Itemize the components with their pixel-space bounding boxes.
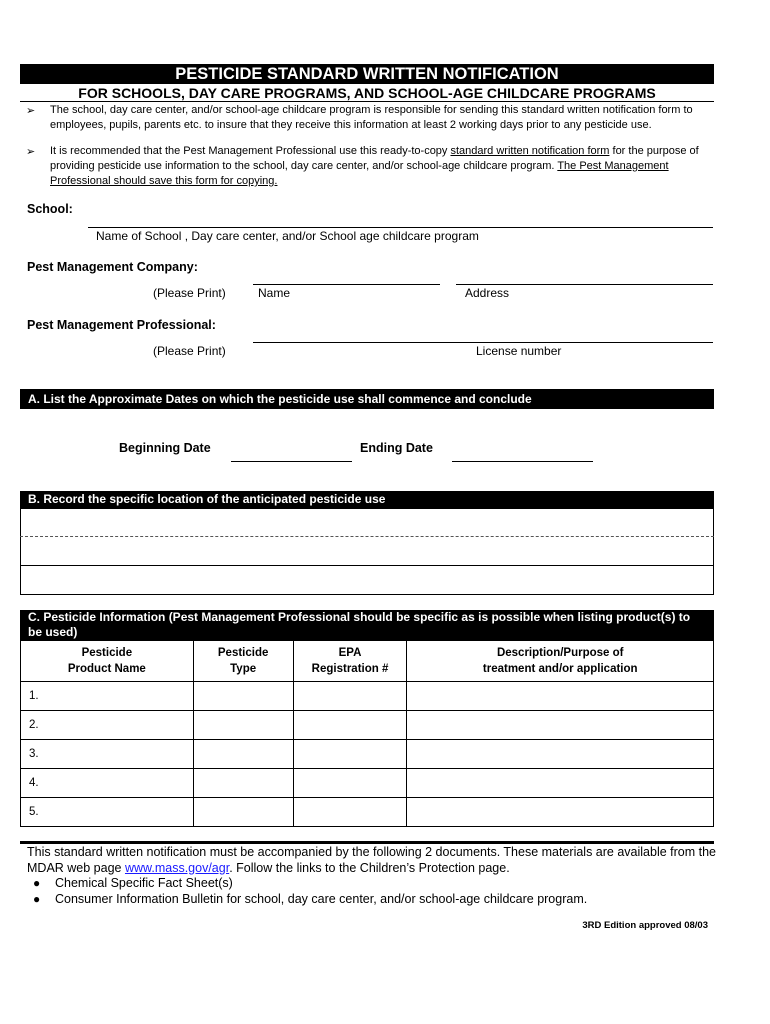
footer-item: Chemical Specific Fact Sheet(s) xyxy=(55,876,233,890)
location-box xyxy=(20,508,714,595)
form-subtitle: FOR SCHOOLS, DAY CARE PROGRAMS, AND SCHOOL-AGE CHILDCARE PROGRAMS xyxy=(78,85,656,101)
epa-cell[interactable] xyxy=(293,711,407,740)
company-print-note: (Please Print) xyxy=(153,286,226,300)
standard-form-link: standard written notification form xyxy=(450,145,610,157)
footer-text-a: This standard written notification must be accompanied by the following 2 documents. These materials are available from the MDAR web page xyxy=(27,845,717,875)
row-number[interactable]: 2. xyxy=(21,711,194,740)
type-cell[interactable] xyxy=(193,740,293,769)
col-epa-header: EPA Registration # xyxy=(293,641,407,682)
professional-label: Pest Management Professional: xyxy=(27,318,216,332)
mdar-web-link[interactable]: www.mass.gov/agr xyxy=(124,860,230,875)
section-b-header: B. Record the specific location of the anticipated pesticide use xyxy=(20,491,714,508)
table-row xyxy=(21,798,714,827)
arrow-bullet-icon: ➢ xyxy=(26,146,36,158)
pesticide-table xyxy=(20,640,714,827)
section-c-header: C. Pesticide Information (Pest Management Professional should be specific as is possible when listing product(s) to be used) xyxy=(20,610,714,640)
ending-date-label: Ending Date xyxy=(360,441,433,455)
edition-note: 3RD Edition approved 08/03 xyxy=(582,920,708,931)
company-label: Pest Management Company: xyxy=(27,260,198,274)
school-name-field[interactable] xyxy=(88,227,713,228)
table-header-row xyxy=(21,641,714,682)
section-a-header: A. List the Approximate Dates on which the pesticide use shall commence and conclude xyxy=(20,389,714,409)
footer-text-b: . Follow the links to the Children’s Protection page. xyxy=(229,860,510,875)
description-cell[interactable] xyxy=(407,798,714,827)
location-line-1[interactable] xyxy=(20,536,714,537)
footer-text xyxy=(27,845,717,876)
description-cell[interactable] xyxy=(407,740,714,769)
col-product-name-header: Pesticide Product Name xyxy=(21,641,194,682)
company-name-field[interactable] xyxy=(253,284,440,285)
table-row xyxy=(21,769,714,798)
intro-bullet-2-text: It is recommended that the Pest Management Professional use this ready-to-copy xyxy=(50,145,451,157)
subtitle-rule xyxy=(20,101,714,102)
row-number[interactable]: 4. xyxy=(21,769,194,798)
arrow-bullet-icon: ➢ xyxy=(26,105,36,117)
footer-rule xyxy=(20,841,714,844)
description-cell[interactable] xyxy=(407,711,714,740)
row-number[interactable]: 1. xyxy=(21,682,194,711)
row-number[interactable]: 3. xyxy=(21,740,194,769)
col-description-header: Description/Purpose of treatment and/or application xyxy=(407,641,714,682)
col-type-header: Pesticide Type xyxy=(193,641,293,682)
company-address-caption: Address xyxy=(465,286,510,300)
beginning-date-field[interactable] xyxy=(231,461,352,462)
company-address-field[interactable] xyxy=(456,284,713,285)
bullet-dot-icon: ● xyxy=(33,892,41,906)
form-title: PESTICIDE STANDARD WRITTEN NOTIFICATION xyxy=(20,64,714,84)
school-label: School: xyxy=(27,202,73,216)
ending-date-field[interactable] xyxy=(452,461,593,462)
beginning-date-label: Beginning Date xyxy=(119,441,211,455)
description-cell[interactable] xyxy=(407,769,714,798)
type-cell[interactable] xyxy=(193,711,293,740)
description-cell[interactable] xyxy=(407,682,714,711)
intro-bullet-1: The school, day care center, and/or school-age childcare program is responsible for sending this standard written notification form to employees, pupils, parents etc. to insure that they receive this information at least 2 working days prior to any pesticide use. xyxy=(50,104,693,131)
row-number[interactable]: 5. xyxy=(21,798,194,827)
school-caption: Name of School , Day care center, and/or School age childcare program xyxy=(96,229,479,243)
intro-bullet-2 xyxy=(50,144,712,189)
type-cell[interactable] xyxy=(193,769,293,798)
intro-bullet-2-save-note: The Pest Management Professional should save this form for copying. xyxy=(50,160,669,187)
epa-cell[interactable] xyxy=(293,769,407,798)
epa-cell[interactable] xyxy=(293,740,407,769)
table-row xyxy=(21,711,714,740)
type-cell[interactable] xyxy=(193,798,293,827)
table-row xyxy=(21,682,714,711)
type-cell[interactable] xyxy=(193,682,293,711)
epa-cell[interactable] xyxy=(293,798,407,827)
footer-item: Consumer Information Bulletin for school, day care center, and/or school-age childcare program. xyxy=(55,892,588,906)
location-line-2[interactable] xyxy=(20,565,714,566)
bullet-dot-icon: ● xyxy=(33,876,41,890)
epa-cell[interactable] xyxy=(293,682,407,711)
intro-bullet-2-text-b: for the purpose of providing pesticide use information to the school, day care center, and/or school-age childcare program. xyxy=(50,145,699,172)
table-row xyxy=(21,740,714,769)
license-number-caption: License number xyxy=(476,344,562,358)
company-name-caption: Name xyxy=(258,286,291,300)
professional-field[interactable] xyxy=(253,342,713,343)
professional-print-note: (Please Print) xyxy=(153,344,226,358)
